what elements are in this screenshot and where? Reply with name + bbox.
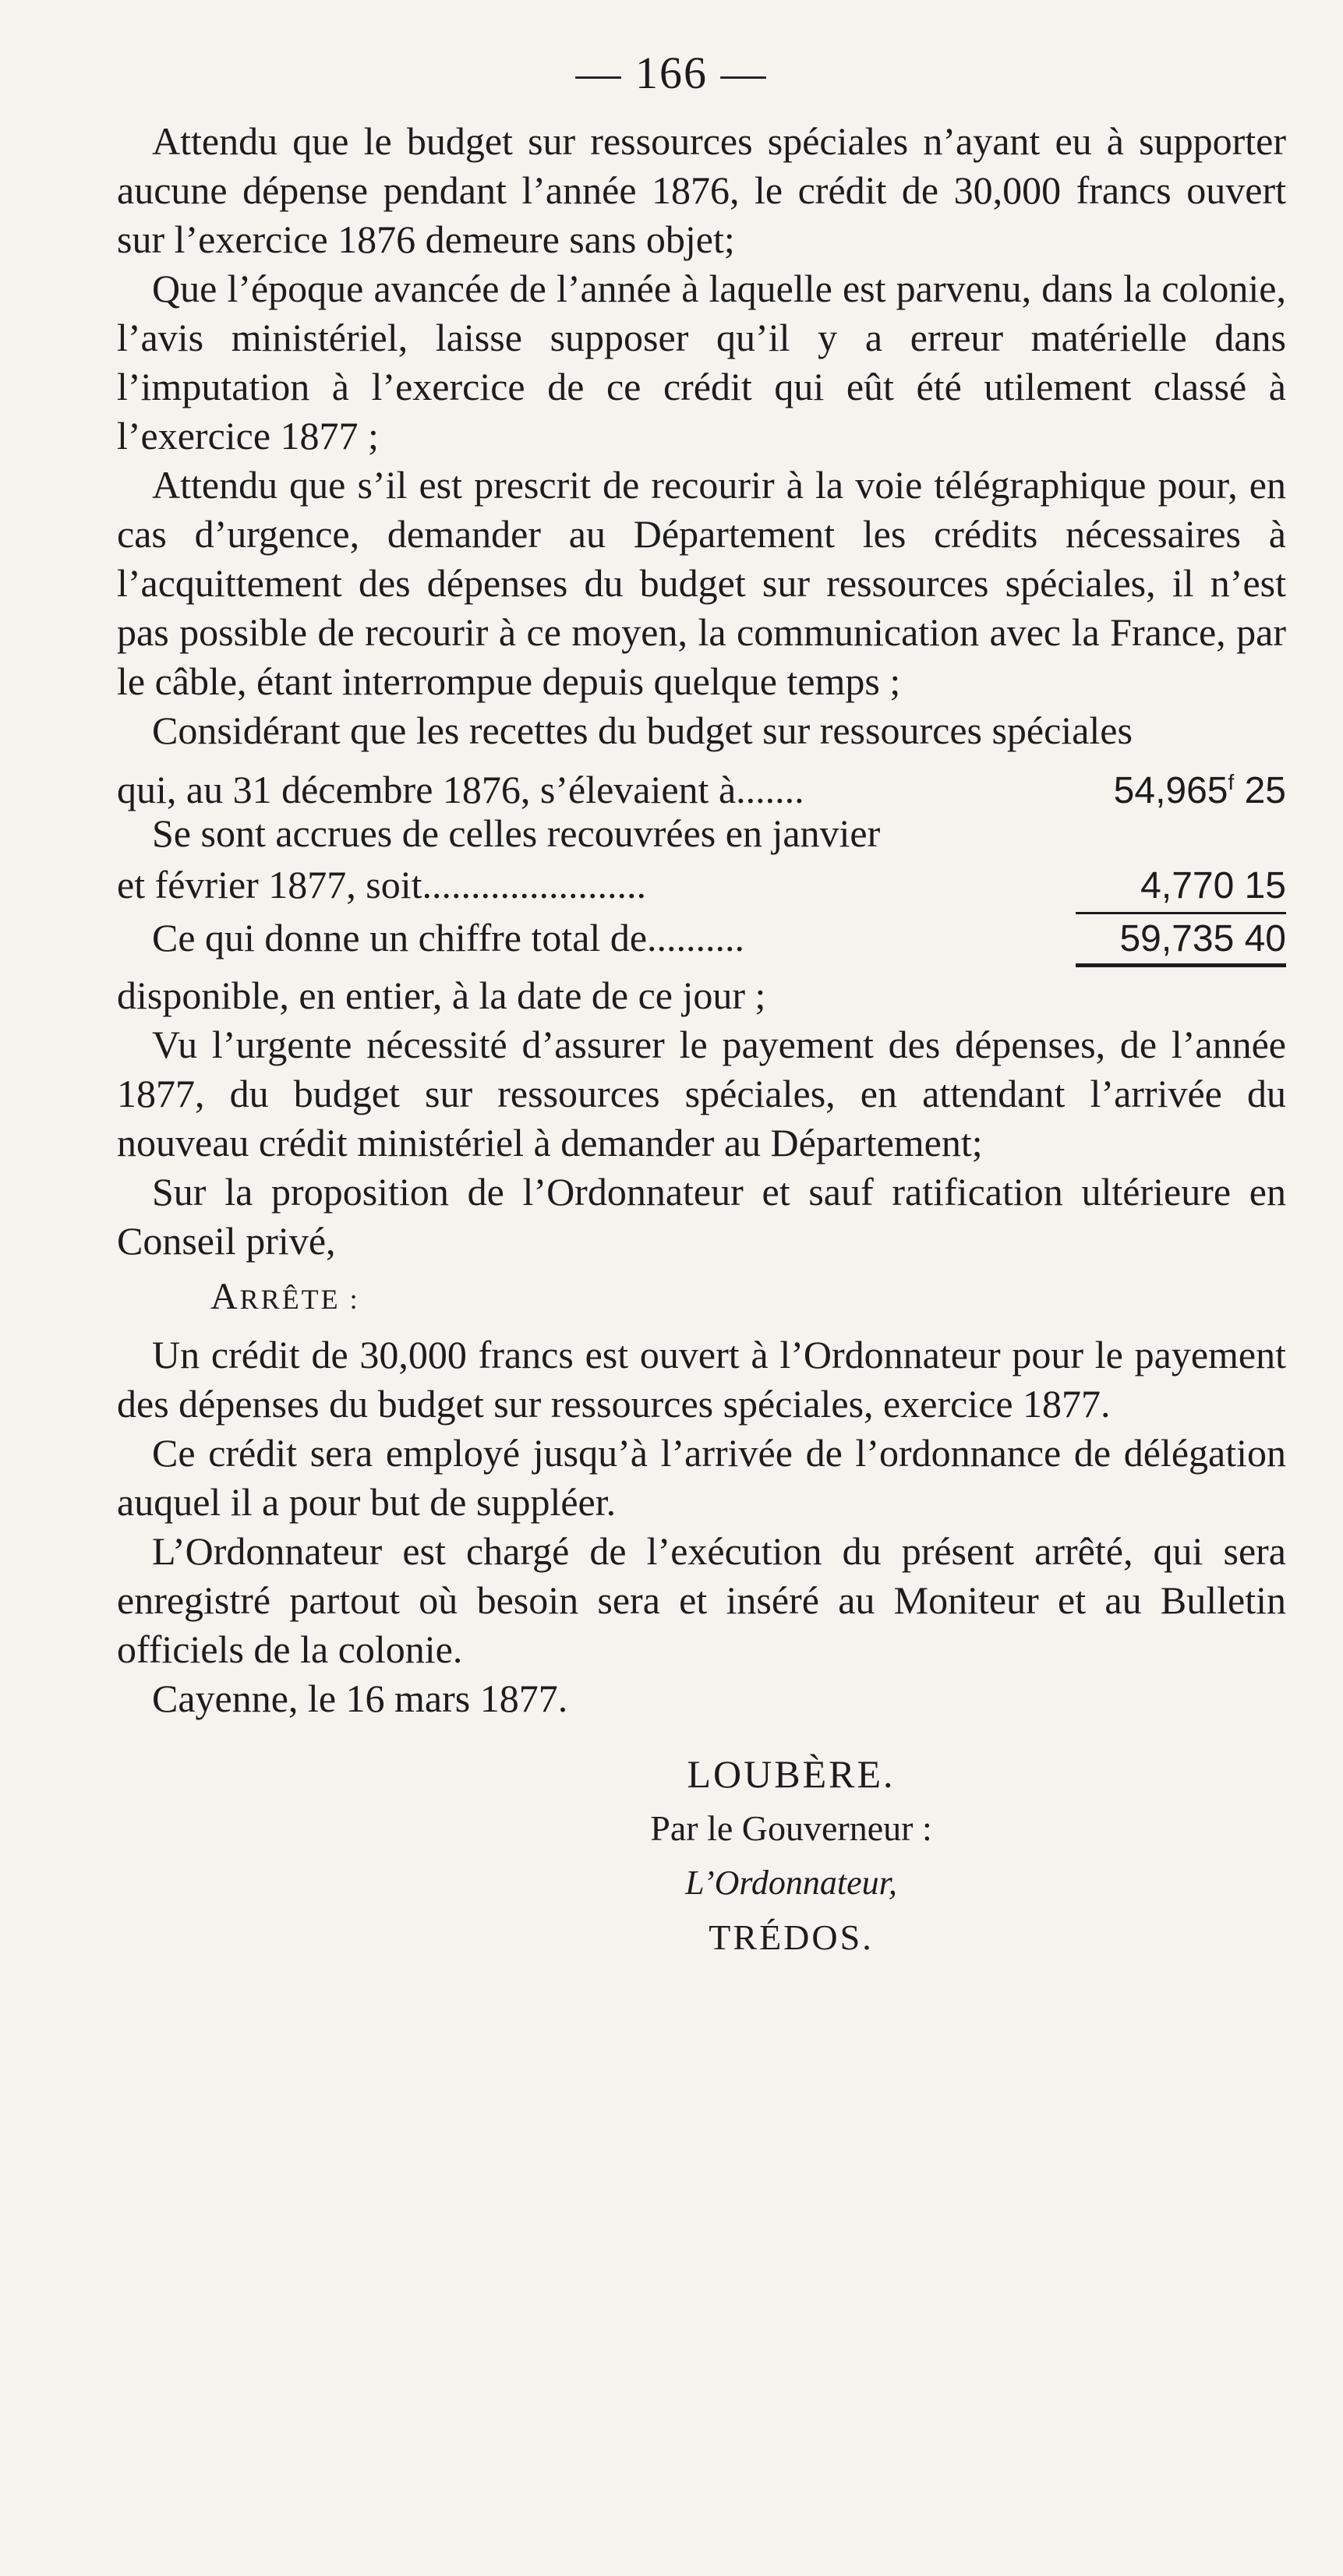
signature-block [117,1747,1286,1965]
finance-total [117,912,1286,963]
paragraph-credit: Un crédit de 30,000 francs est ouvert à l’Ordonnateur pour le payement des dépenses du budget sur ressources spéciales, exercice 1877. [117,1333,1286,1426]
total-underline [117,963,1286,971]
paragraph-execution: L’Ordonnateur est chargé de l’exécution du présent arrêté, qui sera enregistré partout où besoin sera et inséré au Moniteur et au Bulletin officiels de la colonie. [117,1529,1286,1671]
document-body [117,117,1286,1965]
signature-par-gouverneur: Par le Gouverneur : [650,1808,932,1848]
paragraph-date: Cayenne, le 16 mars 1877. [152,1677,568,1720]
finance-total-label: Ce qui donne un chiffre total de.......... [152,916,745,959]
finance-line-2-amount: 54,965$^f$ 25 [1113,770,1286,811]
paragraph-attendu-2: Attendu que s’il est prescrit de recourir à la voie télégraphique pour, en cas d’urgence, demander au Département les crédits nécessaires à l’acquittement des dépenses du budget sur ressources spéciales, il n’est pas possible de recourir à ce moyen, la communication avec la France, par le câble, étant interrompue depuis quelque temps ; [117,463,1286,703]
arrete-heading: ARRÊTE : [210,1276,360,1317]
finance-line-4 [117,860,1286,912]
paragraph-disponible: disponible, en entier, à la date de ce jour ; [117,974,766,1017]
paragraph-epoque: Que l’époque avancée de l’année à laquelle est parvenu, dans la colonie, l’avis ministériel, laisse supposer qu’il y a erreur matérielle dans l’imputation à l’exercice de ce crédit qui eût été utilement classé à l’exercice 1877 ; [117,267,1286,458]
signature-governor: LOUBÈRE. [687,1752,896,1796]
finance-line-2 [117,758,1286,809]
finance-line-4-amount: 4,770 15 [1140,865,1286,906]
finance-line-4-label: et février 1877, soit....................... [117,863,647,906]
financial-statement [117,706,1286,971]
paragraph-proposition: Sur la proposition de l’Ordonnateur et sauf ratification ultérieure en Conseil privé, [117,1170,1286,1263]
finance-total-amount: 59,735 40 [1076,912,1286,963]
finance-line-1 [117,706,1286,758]
signature-role: L’Ordonnateur, [685,1864,897,1902]
paragraph-attendu-1: Attendu que le budget sur ressources spéciales n’ayant eu à supporter aucune dépense pendant l’année 1876, le crédit de 30,000 francs ouvert sur l’exercice 1876 demeure sans objet; [117,119,1286,261]
page-number: — 166 — [575,48,768,98]
finance-line-1-label: Considérant que les recettes du budget sur ressources spéciales [152,708,1133,752]
finance-line-2-label: qui, au 31 décembre 1876, s’élevaient à....... [117,768,804,811]
paragraph-vu: Vu l’urgente nécessité d’assurer le payement des dépenses, de l’année 1877, du budget sur ressources spéciales, en attendant l’arrivée du nouveau crédit ministériel à demander au Département; [117,1023,1286,1164]
finance-line-3-label: Se sont accrues de celles recouvrées en janvier [152,811,881,855]
paragraph-emploi: Ce crédit sera employé jusqu’à l’arrivée de l’ordonnance de délégation auquel il a pour but de suppléer. [117,1431,1286,1524]
finance-line-3 [117,809,1286,860]
signature-ordonnateur: TRÉDOS. [709,1917,874,1957]
